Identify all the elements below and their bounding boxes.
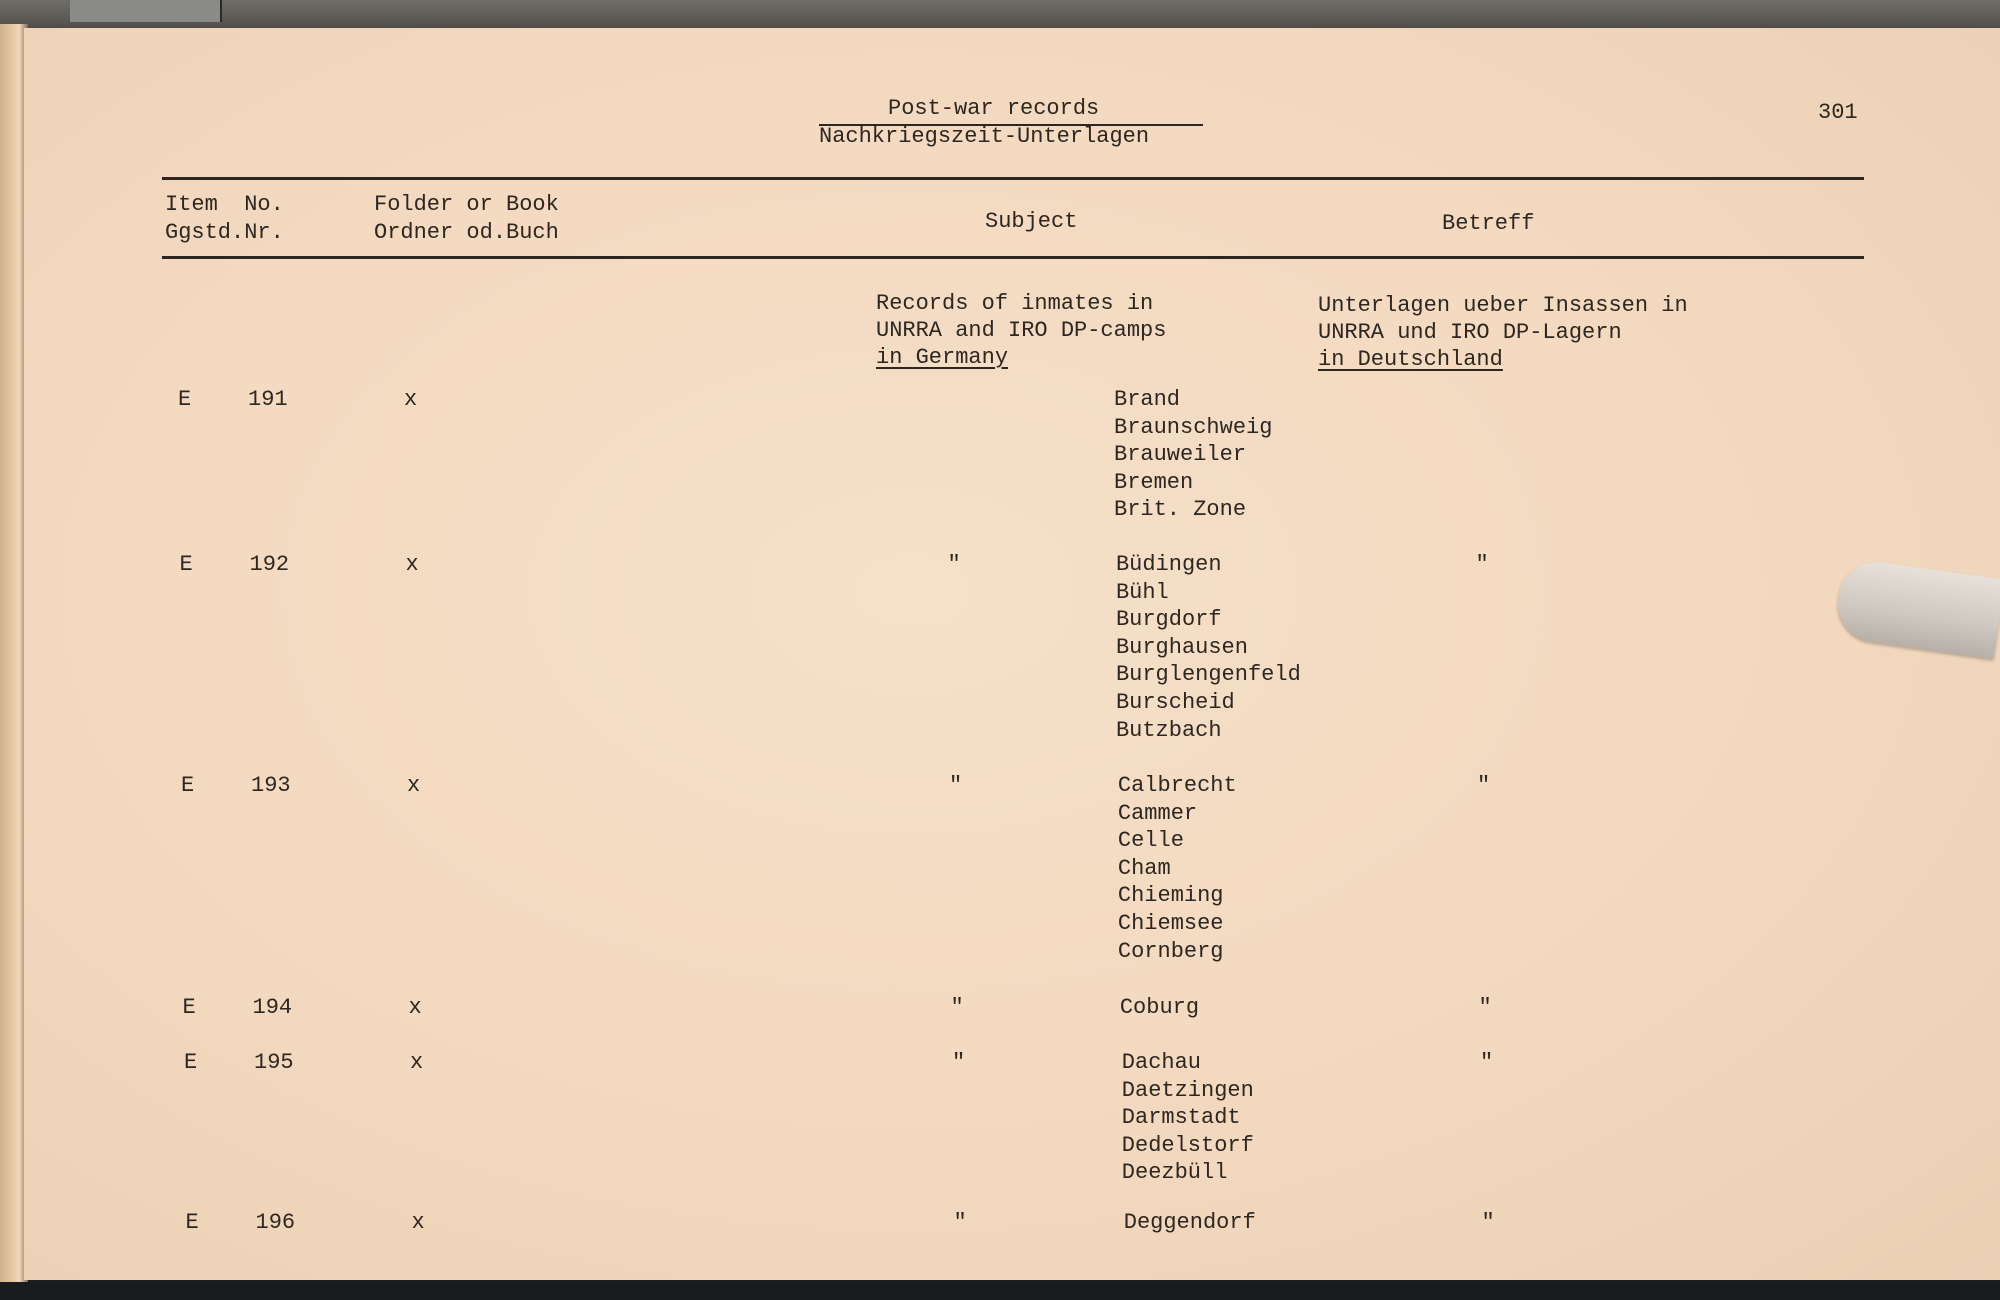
- section-subject-de-line2: UNRRA und IRO DP-Lagern: [1318, 320, 1622, 345]
- entry-mark: x: [407, 773, 421, 798]
- entry-place: Cornberg: [1117, 938, 1224, 964]
- entry-letter: E: [178, 387, 192, 412]
- column-header-betreff: Betreff: [1442, 211, 1535, 236]
- entry-place: Bühl: [1115, 579, 1169, 605]
- entry-place: Calbrecht: [1117, 773, 1237, 798]
- entry-letter: E: [179, 552, 193, 577]
- entry-letter: E: [184, 1050, 198, 1075]
- entry-ditto-betreff: ": [1477, 773, 1491, 798]
- column-header-folder-de: Ordner od.Buch: [374, 220, 559, 245]
- entry-place: Brauweiler: [1114, 442, 1247, 468]
- entry-letter: E: [181, 773, 195, 798]
- entry-place: Dachau: [1121, 1050, 1202, 1075]
- scanner-bottom-band: [0, 1282, 2000, 1300]
- entry-place: Chiemsee: [1117, 911, 1224, 936]
- title-english: Post-war records: [888, 96, 1100, 121]
- entry-place: Burglengenfeld: [1115, 662, 1301, 688]
- entry-ditto-subject: ": [947, 552, 961, 577]
- entry-letter: E: [182, 995, 196, 1020]
- entry-place: Butzbach: [1115, 717, 1222, 743]
- entry-ditto-betreff: ": [1475, 552, 1489, 577]
- entry-ditto-subject: ": [950, 995, 964, 1020]
- section-subject-de-line1: Unterlagen ueber Insassen in: [1318, 293, 1688, 318]
- entry-mark: x: [411, 1210, 425, 1235]
- entry-mark: x: [410, 1050, 424, 1075]
- entry-place: Chieming: [1117, 883, 1224, 909]
- entry-ditto-subject: ": [953, 1210, 967, 1235]
- section-subject-en-line2: UNRRA and IRO DP-camps: [876, 318, 1167, 343]
- column-header-item-no-de: Ggstd.Nr.: [165, 220, 284, 245]
- entry-place: Darmstadt: [1121, 1105, 1241, 1131]
- entry-number: 192: [249, 552, 290, 577]
- entry-number: 194: [252, 995, 293, 1020]
- entry-place: Deezbüll: [1121, 1160, 1228, 1186]
- header-bottom-rule: [162, 256, 1864, 259]
- entry-number: 193: [251, 773, 291, 798]
- section-subject-en-line3: in Germany: [876, 345, 1009, 370]
- title-german: Nachkriegszeit-Unterlagen: [819, 124, 1150, 149]
- entry-place: Coburg: [1119, 995, 1200, 1020]
- entry-place: Dedelstorf: [1121, 1132, 1254, 1158]
- entry-place: Burghausen: [1115, 634, 1248, 660]
- entry-mark: x: [404, 387, 418, 412]
- page-number: 301: [1818, 100, 1858, 125]
- entry-place: Daetzingen: [1121, 1077, 1254, 1103]
- entry-place: Deggendorf: [1123, 1210, 1256, 1235]
- binder-tab: [70, 0, 222, 22]
- entry-place: Cham: [1117, 855, 1171, 881]
- section-subject-de-line3: in Deutschland: [1318, 347, 1503, 372]
- column-header-folder-en: Folder or Book: [374, 192, 559, 217]
- entry-place: Brit. Zone: [1114, 497, 1247, 523]
- entry-place: Burscheid: [1115, 690, 1235, 715]
- entry-place: Cammer: [1117, 800, 1198, 826]
- section-subject-en-line1: Records of inmates in: [876, 291, 1154, 316]
- entry-ditto-subject: ": [949, 773, 963, 798]
- entry-place: Brand: [1114, 387, 1181, 412]
- document-page: [24, 28, 2000, 1280]
- entry-place: Braunschweig: [1114, 414, 1273, 440]
- header-top-rule: [162, 177, 1864, 180]
- entry-letter: E: [185, 1210, 199, 1235]
- entry-mark: x: [408, 995, 422, 1020]
- entry-place: Celle: [1117, 828, 1184, 854]
- entry-number: 191: [248, 387, 288, 412]
- entry-place: Burgdorf: [1115, 607, 1222, 633]
- entry-ditto-subject: ": [952, 1050, 966, 1075]
- entry-mark: x: [405, 552, 419, 577]
- column-header-subject: Subject: [985, 209, 1078, 234]
- entry-ditto-betreff: ": [1478, 995, 1492, 1020]
- entry-ditto-betreff: ": [1481, 1210, 1495, 1235]
- entry-place: Bremen: [1114, 469, 1194, 495]
- entry-number: 196: [255, 1210, 296, 1235]
- entry-ditto-betreff: ": [1480, 1050, 1494, 1075]
- entry-place: Büdingen: [1115, 552, 1222, 577]
- column-header-item-no-en: Item No.: [165, 192, 284, 217]
- entry-number: 195: [254, 1050, 294, 1075]
